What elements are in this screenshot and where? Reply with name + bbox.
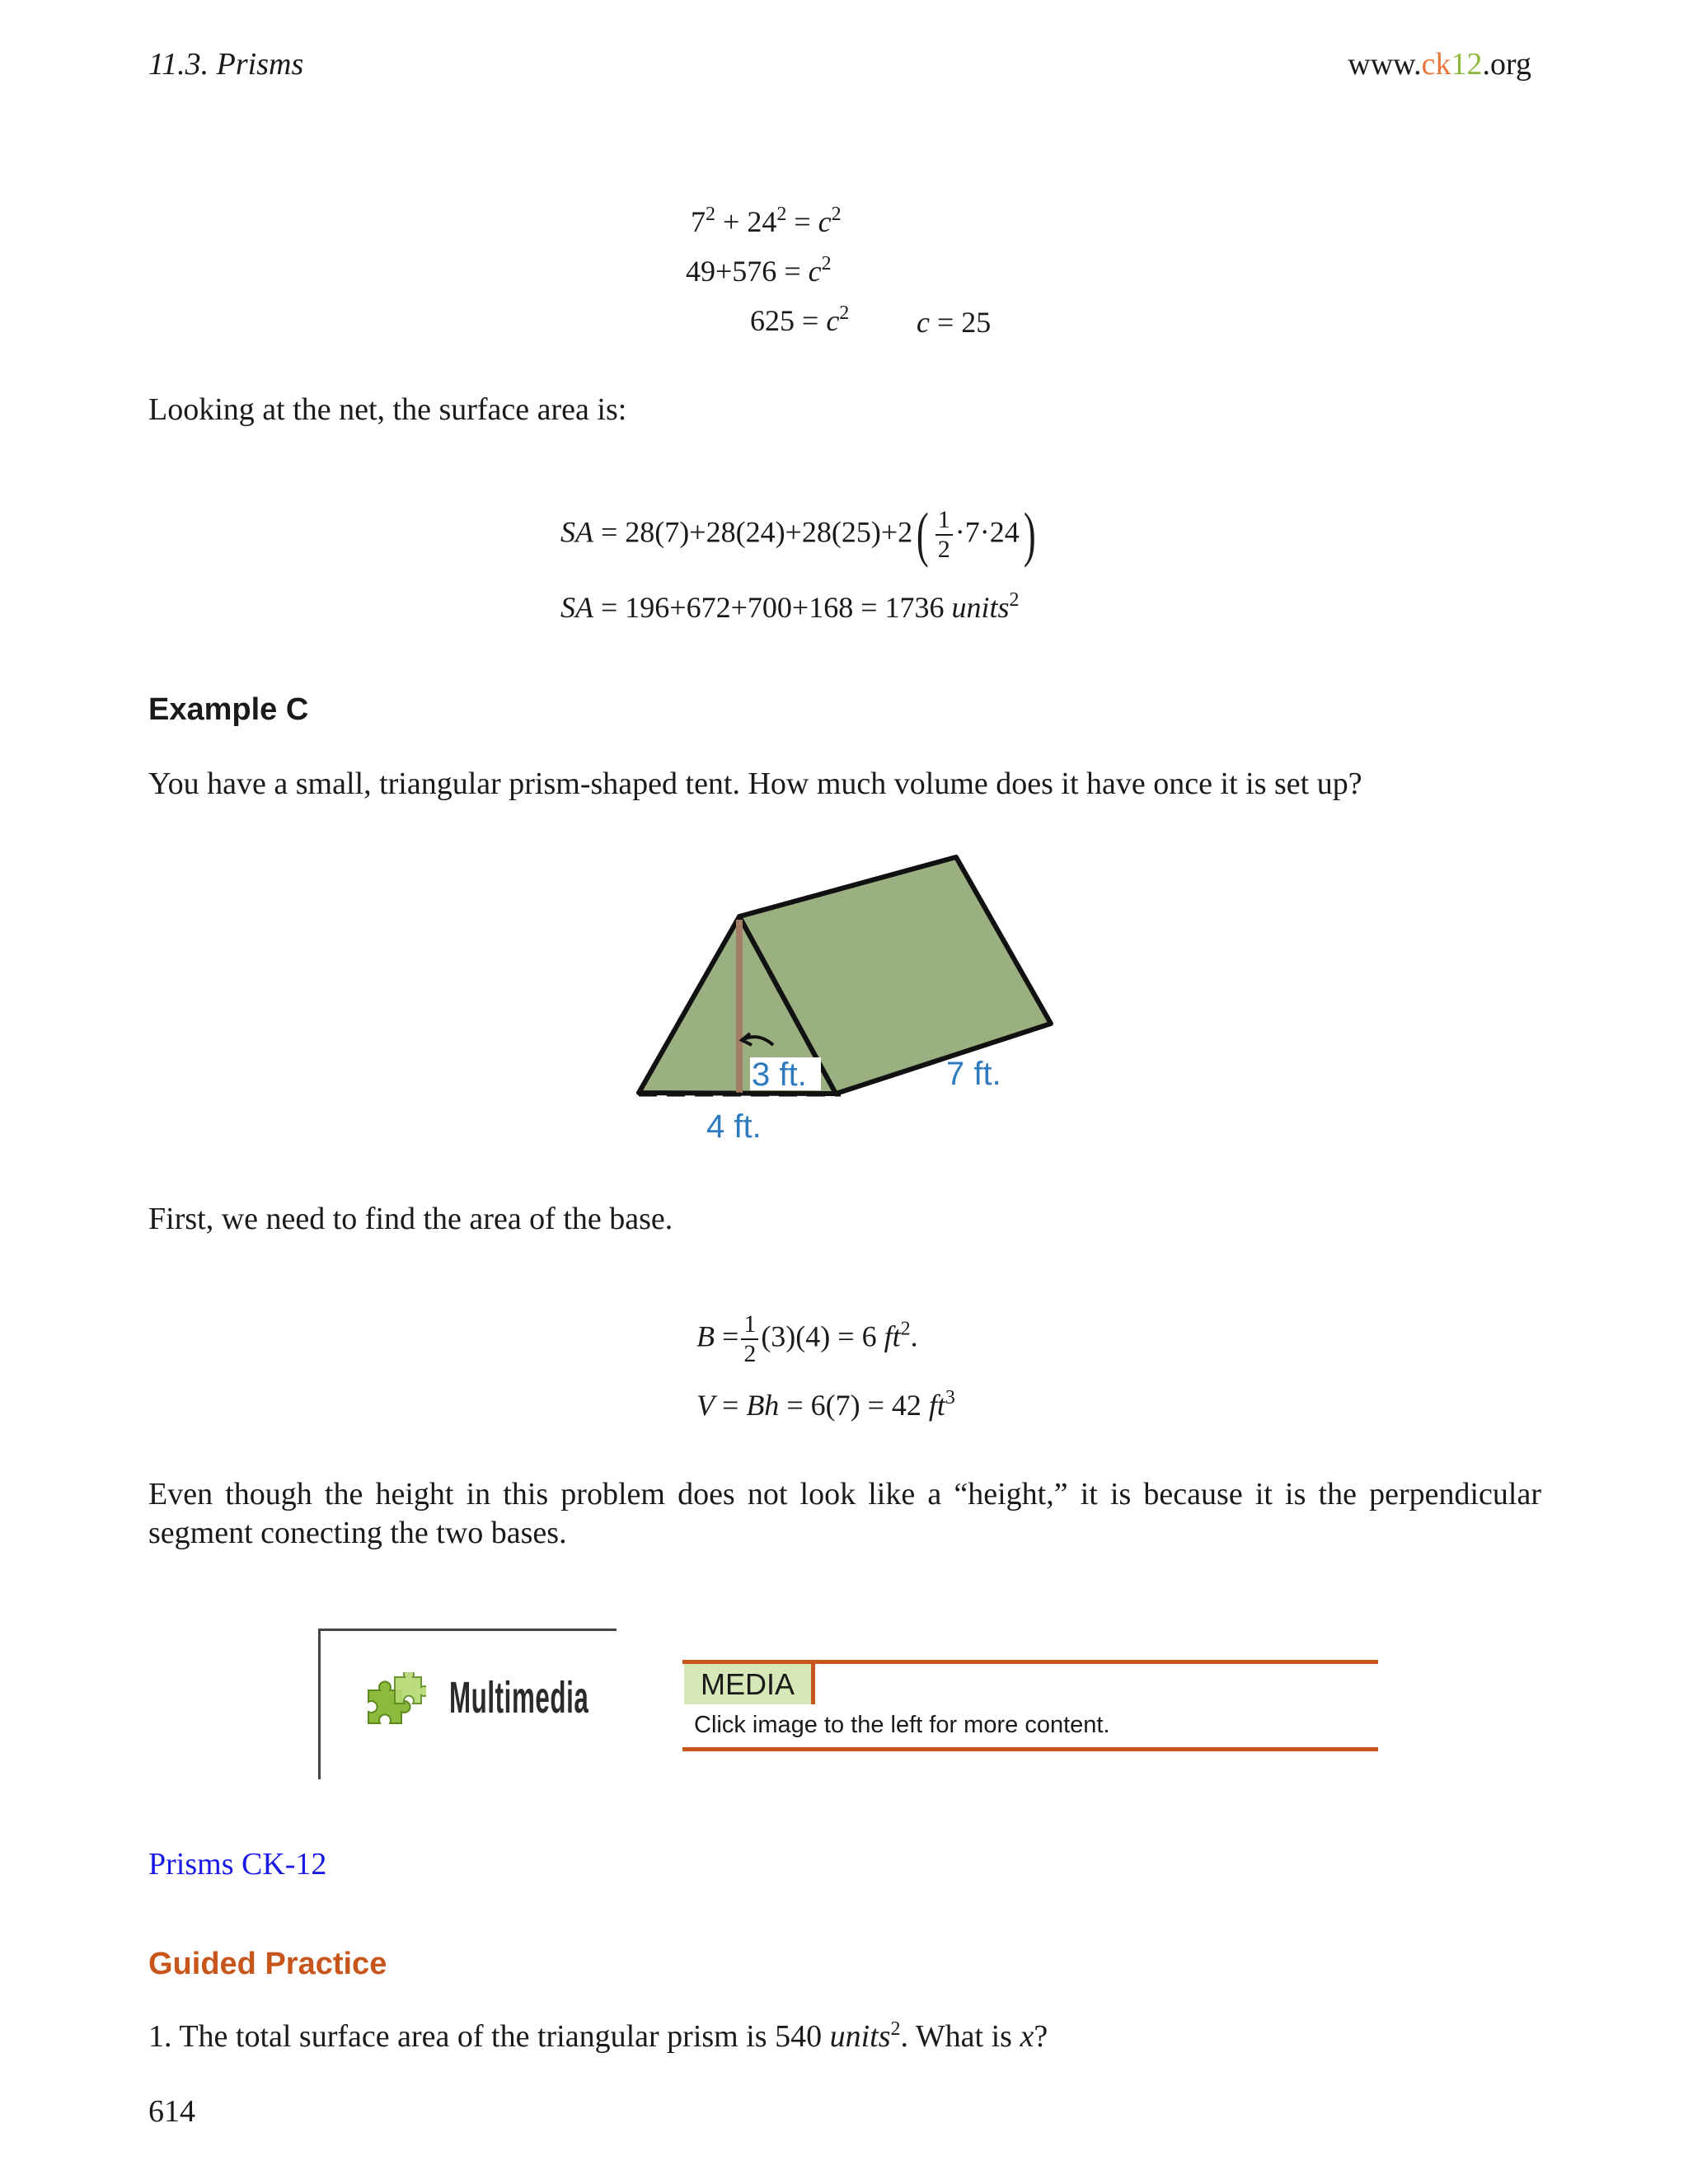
height-label: 3 ft. <box>752 1057 807 1093</box>
base-area-text: First, we need to find the area of the base. <box>148 1202 673 1236</box>
site-url[interactable] <box>1348 46 1531 82</box>
media-bottom-rule <box>682 1747 1378 1751</box>
sa-line-1: SA = 28(7)+28(24)+28(25)+2( $\frac{1}{2}$ ·7·24) <box>560 501 1036 569</box>
tent-diagram <box>635 849 1063 1154</box>
prisms-link[interactable]: Prisms CK-12 <box>148 1847 327 1882</box>
net-text: Looking at the net, the surface area is: <box>148 392 627 427</box>
example-c-heading: Example C <box>148 692 309 727</box>
sa-line-2: SA = 196+672+700+168 = 1736 units$^2$ <box>560 589 1020 624</box>
example-c-question: You have a small, triangular prism-shaped tent. How much volume does it have once it is set up? <box>148 766 1362 801</box>
pythag-result: c = 25 <box>917 306 992 339</box>
volume-equation: V = Bh = 6(7) = 42 $ft^3$ <box>696 1387 955 1422</box>
base-area-equation: B = $\frac{1}{2}$ (3)(4) = 6 $ft^2$. <box>696 1310 918 1367</box>
multimedia-label: Multimedia <box>449 1673 589 1722</box>
url-prefix: www. <box>1348 47 1422 82</box>
media-caption: Click image to the left for more content. <box>694 1712 1110 1738</box>
pythag-line-1: $7^2 + 24^2 = c^2$ <box>691 204 842 238</box>
page-number: 614 <box>148 2094 195 2129</box>
length-label: 7 ft. <box>946 1056 1001 1092</box>
puzzle-icon <box>360 1672 426 1738</box>
url-12: 12 <box>1451 47 1483 82</box>
media-tag: MEDIA <box>684 1664 815 1704</box>
base-label: 4 ft. <box>706 1108 762 1145</box>
pythag-line-2: $49+576 = c^2$ <box>686 253 832 288</box>
section-title: 11.3. Prisms <box>148 47 304 82</box>
url-ck: ck <box>1421 47 1451 82</box>
height-explanation: Even though the height in this problem does not look like a “height,” it is because it is the perpendicular segment conecting the two bases. <box>148 1477 1541 1550</box>
pythag-line-3: $625 = c^2$ <box>750 302 850 337</box>
guided-practice-heading: Guided Practice <box>148 1947 387 1981</box>
multimedia-button[interactable] <box>318 1629 617 1779</box>
guided-question-1: 1. The total surface area of the triangular prism is 540 units$^2$. What is x? <box>148 2018 1048 2054</box>
url-suffix: .org <box>1482 47 1531 82</box>
